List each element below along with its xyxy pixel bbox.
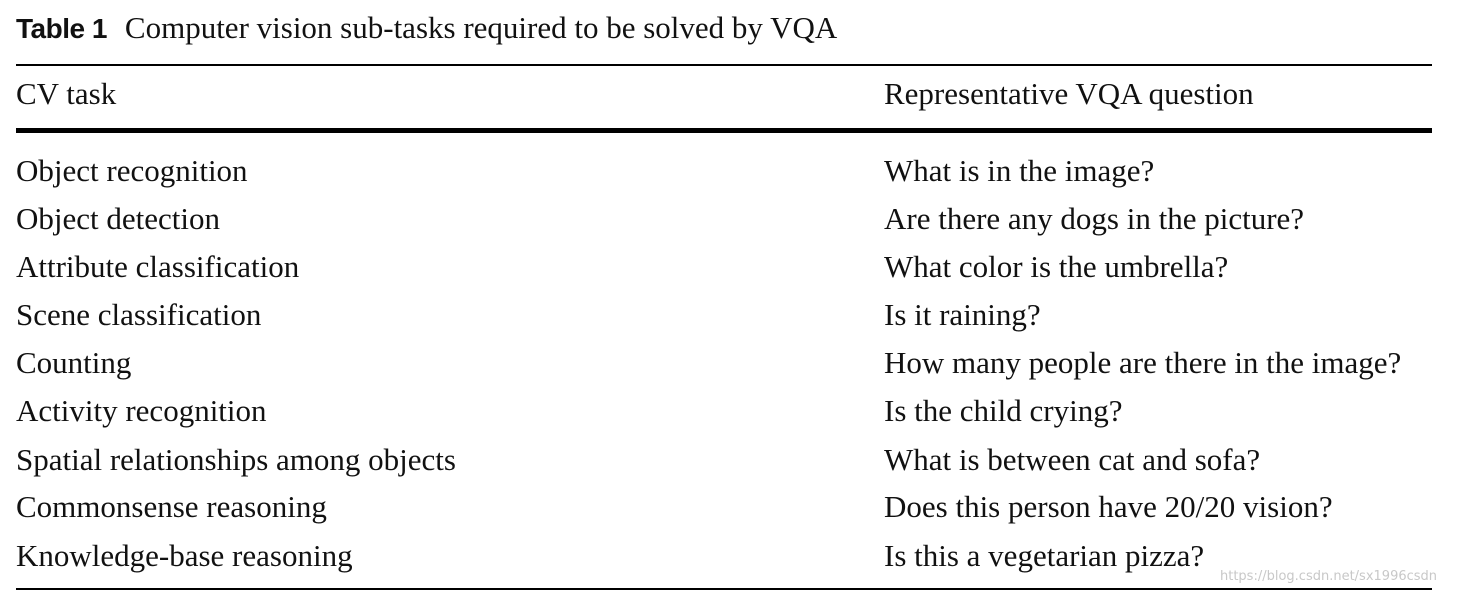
column-header-vqa-question: Representative VQA question: [884, 76, 1254, 111]
column-header-cv-task: CV task: [16, 76, 117, 111]
cv-task-cell: Object detection: [16, 201, 220, 236]
vqa-question-cell: What color is the umbrella?: [884, 249, 1229, 284]
cv-task-cell: Knowledge-base reasoning: [16, 538, 353, 573]
vqa-question-cell: Are there any dogs in the picture?: [884, 201, 1305, 236]
watermark: https://blog.csdn.net/sx1996csdn: [1220, 569, 1438, 584]
vqa-question-cell: Is it raining?: [884, 297, 1041, 332]
cv-task-cell: Counting: [16, 345, 132, 380]
table-caption: [16, 8, 837, 49]
cv-task-cell: Commonsense reasoning: [16, 489, 327, 524]
table-bottom-rule: [16, 588, 1432, 590]
vqa-question-cell: Does this person have 20/20 vision?: [884, 489, 1333, 524]
vqa-question-cell: What is in the image?: [884, 153, 1155, 188]
cv-task-cell: Object recognition: [16, 153, 248, 188]
vqa-question-cell: How many people are there in the image?: [884, 345, 1402, 380]
table-header-rule: [16, 128, 1432, 133]
cv-task-cell: Spatial relationships among objects: [16, 442, 456, 477]
vqa-question-cell: Is the child crying?: [884, 393, 1123, 428]
vqa-question-cell: Is this a vegetarian pizza?: [884, 538, 1205, 573]
table-caption-label: Table 1: [16, 13, 107, 44]
cv-task-cell: Attribute classification: [16, 249, 300, 284]
vqa-question-cell: What is between cat and sofa?: [884, 442, 1261, 477]
table-top-rule: [16, 64, 1432, 66]
cv-task-cell: Scene classification: [16, 297, 262, 332]
table-caption-text: Computer vision sub-tasks required to be solved by VQA: [124, 10, 838, 45]
cv-task-cell: Activity recognition: [16, 393, 267, 428]
